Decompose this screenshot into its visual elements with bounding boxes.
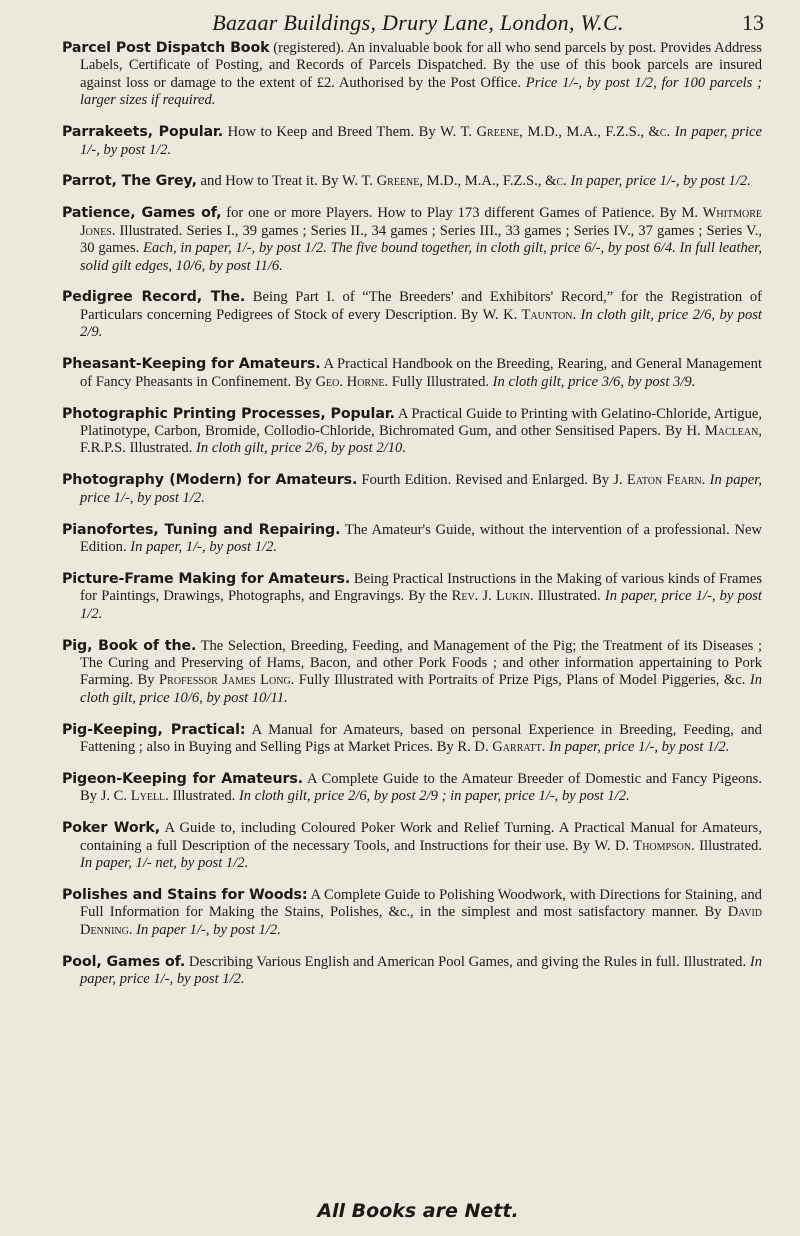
entry-description: for one or more Players. How to Play 173 different Games of Patience. By	[221, 205, 682, 222]
catalogue-entry	[62, 472, 762, 507]
entry-price: In paper, price 1/-, by post 1/2.	[80, 588, 762, 622]
entry-price: Price 1/-, by post 1/2, for 100 parcels ; larger sizes if required.	[80, 74, 762, 109]
entry-details: Fully Illustrated with Portraits of Prize Pigs, Plans of Model Piggeries, &c.	[294, 672, 750, 689]
entry-author: Professor James Long.	[159, 672, 295, 689]
entry-description: Being Part I. of “The Breeders' and Exhibitors' Record,” for the Registration of Particulars concerning Pedigrees of Stock of every Description. By	[80, 289, 762, 323]
entry-description: How to Keep and Breed Them. By	[223, 124, 441, 141]
entry-price: In paper, 1/-, by post 1/2.	[130, 538, 278, 555]
entry-title: Parrot, The Grey,	[62, 173, 197, 190]
entry-description: A Practical Handbook on the Breeding, Rearing, and General Management of Fancy Pheasants in Confinement. By	[80, 356, 762, 390]
entry-title: Picture-Frame Making for Amateurs.	[62, 570, 351, 587]
entry-price: In paper, price 1/-, by post 1/2.	[80, 124, 762, 158]
entry-title: Pig, Book of the.	[62, 637, 197, 654]
catalogue-entry	[62, 124, 762, 159]
entry-author: W. K. Taunton.	[482, 306, 577, 323]
entry-description: The Amateur's Guide, without the intervention of a professional. New Edition.	[80, 521, 763, 555]
entry-price: In paper, price 1/-, by post 1/2.	[80, 472, 762, 506]
entry-author: W. T. Greene, M.D., M.A., F.Z.S., &c.	[342, 173, 567, 190]
entry-author: Geo. Horne.	[315, 373, 389, 390]
entry-details: Illustrated. Series I., 39 games ; Series II., 34 games ; Series III., 33 games ; Series IV., 37 games ; Series V., 30 games.	[80, 222, 762, 257]
catalogue-entry	[62, 954, 762, 989]
entry-title: Photography (Modern) for Amateurs.	[62, 472, 358, 489]
catalogue-entry	[62, 205, 762, 275]
catalogue-entry	[62, 722, 762, 757]
entry-description: Fourth Edition. Revised and Enlarged. By	[357, 472, 614, 489]
catalogue-entry	[62, 887, 762, 939]
entry-description: A Complete Guide to Polishing Woodwork, with Directions for Staining, and Full Information for Making the Stains, Polishes, &c., in the simplest and most satisfactory manner. By	[80, 887, 762, 921]
entry-description: Being Practical Instructions in the Making of various kinds of Frames for Paintings, Drawings, Photographs, and Engravings. By the	[80, 570, 762, 605]
entry-author: J. C. Lyell.	[100, 788, 169, 805]
entry-price: In cloth gilt, price 3/6, by post 3/9.	[492, 373, 696, 390]
entry-title: Parrakeets, Popular.	[62, 124, 224, 141]
catalogue-entry	[62, 522, 762, 557]
catalogue-entry	[62, 289, 762, 341]
entry-price: In cloth gilt, price 2/6, by post 2/9 ; in paper, price 1/-, by post 1/2.	[238, 788, 630, 805]
entry-author: M. Whitmore Jones.	[80, 205, 762, 239]
entry-price: In cloth gilt, price 2/6, by post 2/10.	[196, 440, 406, 457]
running-head: Bazaar Buildings, Drury Lane, London, W.C.	[212, 10, 624, 35]
entry-description: A Complete Guide to the Amateur Breeder of Domestic and Fancy Pigeons. By	[80, 771, 762, 805]
page-number: 13	[742, 10, 764, 35]
entry-price: Each, in paper, 1/-, by post 1/2. The five bound together, in cloth gilt, price 6/-, by post 6/4. In full leather, solid gilt edges, 10/6, by post 11/6.	[80, 240, 762, 274]
entry-title: Parcel Post Dispatch Book	[62, 40, 270, 56]
catalogue-entry	[62, 771, 762, 806]
catalogue-entry	[62, 356, 762, 391]
catalogue-entry	[62, 173, 762, 190]
entry-title: Photographic Printing Processes, Popular.	[62, 405, 395, 422]
entry-title: Pool, Games of.	[62, 953, 186, 970]
entry-author: Rev. J. Lukin.	[451, 588, 534, 605]
entry-description: A Manual for Amateurs, based on personal Experience in Breeding, Feeding, and Fattening ; also in Buying and Selling Pigs at Market Prices. By	[80, 721, 762, 756]
entry-title: Pedigree Record, The.	[62, 289, 246, 306]
entry-price: In paper, price 1/-, by post 1/2.	[570, 173, 751, 190]
catalogue-entries	[62, 40, 762, 1003]
entry-price: In paper, price 1/-, by post 1/2.	[549, 739, 730, 756]
catalogue-entry	[62, 406, 762, 458]
catalogue-entry	[62, 638, 762, 708]
entry-author: David Denning.	[80, 904, 762, 938]
entry-author: W. T. Greene, M.D., M.A., F.Z.S., &c.	[440, 124, 671, 141]
catalogue-entry	[62, 571, 762, 623]
entry-details: Fully Illustrated.	[388, 373, 493, 390]
entry-author: J. Eaton Fearn.	[613, 472, 706, 489]
footer-note: All Books are Nett.	[317, 1200, 519, 1222]
catalogue-page	[62, 0, 774, 1236]
entry-description: and How to Treat it. By	[196, 173, 343, 190]
catalogue-entry	[62, 820, 762, 872]
entry-description: Describing Various English and American Pool Games, and giving the Rules in full. Illustrated.	[185, 953, 750, 970]
entry-title: Pianofortes, Tuning and Repairing.	[62, 521, 341, 538]
entry-price: In cloth gilt, price 10/6, by post 10/11.	[80, 672, 763, 706]
entry-price: In paper 1/-, by post 1/2.	[136, 921, 281, 938]
entry-title: Pig-Keeping, Practical:	[62, 721, 246, 738]
entry-title: Pigeon-Keeping for Amateurs.	[62, 771, 303, 787]
entry-author: R. D. Garratt.	[457, 739, 546, 756]
entry-description: (registered). An invaluable book for all who send parcels by post. Provides Address Labels, Certificate of Posting, and Records of Parcels Dispatched. By the use of this book parcels are insured against loss or damage to the extent of £2. Authorised by the Post Office.	[80, 40, 762, 91]
entry-details: Illustrated.	[694, 837, 762, 854]
entry-title: Poker Work,	[62, 820, 161, 837]
entry-title: Pheasant-Keeping for Amateurs.	[62, 356, 321, 373]
page-header	[62, 10, 774, 40]
entry-details: Illustrated.	[125, 440, 197, 457]
entry-price: In paper, 1/- net, by post 1/2.	[80, 855, 249, 872]
entry-title: Polishes and Stains for Woods:	[62, 887, 308, 904]
entry-title: Patience, Games of,	[62, 205, 222, 222]
entry-details: Illustrated.	[533, 588, 605, 605]
entry-description: A Practical Guide to Printing with Gelatino-Chloride, Artigue, Platinotype, Carbon, Bromide, Collodio-Chloride, Bichromated Gum, and other Sensitised Papers. By	[80, 405, 762, 439]
entry-author: H. Maclean, F.R.P.S.	[80, 422, 763, 457]
entry-author: W. D. Thompson.	[594, 837, 695, 854]
entry-details: Illustrated.	[168, 788, 239, 805]
entry-price: In cloth gilt, price 2/6, by post 2/9.	[80, 306, 762, 341]
entry-price: In paper, price 1/-, by post 1/2.	[80, 953, 762, 988]
entry-description: A Guide to, including Coloured Poker Work and Relief Turning. A Practical Manual for Amateurs, containing a full Description of the necessary Tools, and Instructions for their use. By	[80, 820, 762, 854]
catalogue-entry	[62, 40, 762, 110]
entry-description: The Selection, Breeding, Feeding, and Management of the Pig; the Treatment of its Diseases ; The Curing and Preserving of Hams, Bacon, and other Pork Foods ; and other information appertaining to Pork Farming. By	[80, 637, 762, 689]
